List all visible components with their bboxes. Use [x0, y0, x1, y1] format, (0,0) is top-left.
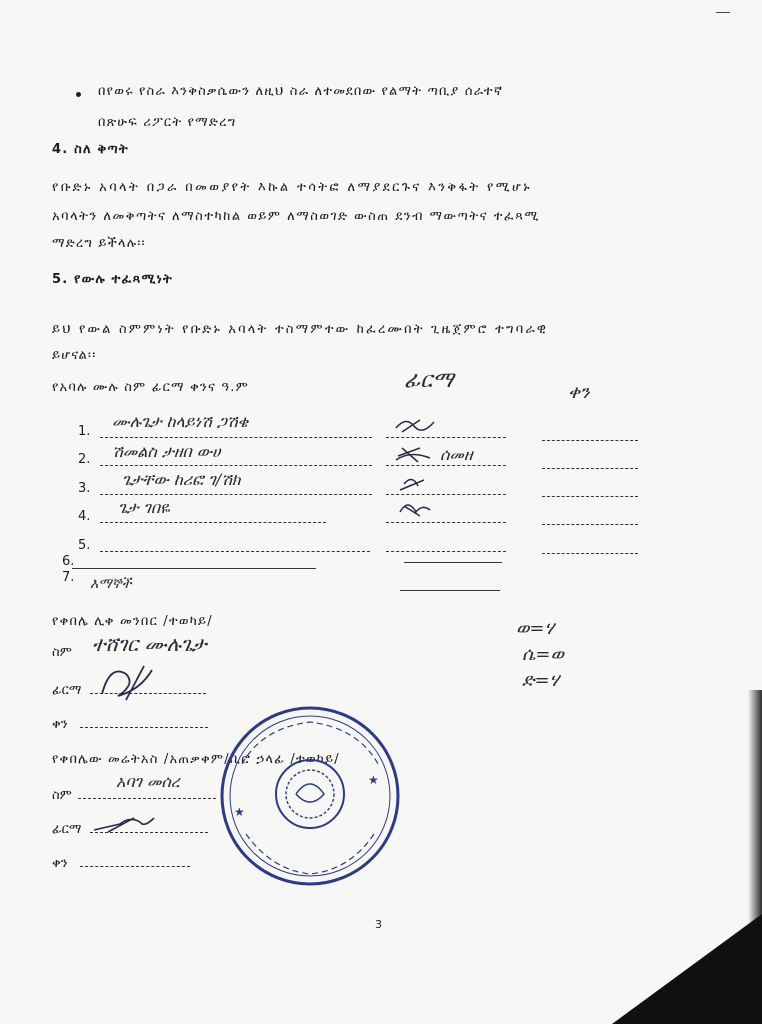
manager-date-line	[80, 866, 190, 867]
row-number: 2.	[78, 452, 91, 467]
scan-mark	[716, 12, 730, 13]
receiver-name-label: ስም	[52, 645, 72, 660]
para4-line-1: የቡድኑ አባላት በጋራ በመወያየት እኩል ተሳትፎ ለማያደርጉና እንቅፋት የሚሆኑ	[52, 180, 532, 195]
tally-line-2: ሴ=ወ	[522, 644, 564, 665]
para4-line-2: አባላትን ለመቅጣትና ለማስተካከል ወይም ለማስወገድ ውስጠ ደንብ ማውጣትና ተፈጻሚ	[52, 209, 540, 224]
name-line	[100, 437, 372, 438]
name-line	[72, 568, 316, 569]
manager-name-handwritten: አባገ መሰረ	[116, 772, 180, 791]
date-line	[542, 496, 638, 497]
bullet-dot	[76, 92, 81, 97]
heading-effectiveness: 5. የውሉ ተፈጻሚነት	[52, 272, 173, 287]
para5-line-1: ይህ የውል ስምምነት የቡድኑ አባላት ተስማምተው ከፈረሙበት ጊዜጀምሮ ተግባራዊ	[52, 322, 549, 337]
row-number: 4.	[78, 509, 91, 524]
receiver-signature	[96, 660, 166, 704]
manager-date-label: ቀን	[52, 856, 68, 871]
scan-corner	[612, 914, 762, 1024]
receiver-sign-label: ፊርማ	[52, 683, 82, 698]
row-number: 5.	[78, 538, 91, 553]
date-line	[542, 553, 638, 554]
receiver-date-line	[80, 727, 208, 728]
manager-name-label: ስም	[52, 788, 72, 803]
member-name-1: ሙሉጌታ ከላይነሽ ጋሽቄ	[112, 412, 249, 431]
sign-line	[400, 590, 500, 591]
member-signatures	[390, 414, 440, 524]
svg-text:★: ★	[368, 773, 379, 787]
manager-sign-label: ፊርማ	[52, 822, 82, 837]
name-line	[100, 522, 326, 523]
sign-line	[386, 551, 506, 552]
name-line	[100, 494, 372, 495]
date-line	[542, 468, 638, 469]
member-name-4: ጌታ ገበዬ	[118, 498, 170, 517]
name-line	[100, 551, 370, 552]
bullet-line-2: በጽሁፍ ሪፖርት የማድረግ	[98, 115, 237, 130]
para5-line-2: ይሆናል፡፡	[52, 348, 97, 363]
col-header-sign: ፊርማ	[404, 368, 454, 393]
member-name-3: ጌታቸው ከሪፎ ገ/ሽክ	[122, 470, 241, 489]
col-header-date: ቀን	[568, 382, 590, 403]
tally-line-1: ወ=ሃ	[516, 618, 555, 639]
members-label: የአባሉ ሙሉ ስም ፊርማ ቀንና ዓ.ም	[52, 380, 249, 395]
row-number: 1.	[78, 424, 91, 439]
heading-penalty: 4. ስለ ቅጣት	[52, 142, 129, 157]
member-date-2: ሰመዘ	[440, 445, 473, 464]
tally-line-3: ድ=ሃ	[522, 670, 560, 691]
name-line	[100, 465, 372, 466]
manager-label: የቀበሌው መሬትአስ /አጠቃቀም/ቢሮ ኃላፊ /ተወካይ/	[52, 752, 340, 767]
svg-text:★: ★	[234, 805, 245, 819]
sign-line	[404, 562, 502, 563]
receiver-name-handwritten: ተሸገር ሙሉጌታ	[92, 632, 207, 656]
member-name-2: ሽመልስ ታዘበ ውሀ	[112, 442, 221, 461]
row-number: 7.	[62, 570, 75, 585]
row-number: 3.	[78, 481, 91, 496]
manager-signature	[90, 808, 160, 836]
date-line	[542, 524, 638, 525]
page-number: 3	[375, 918, 382, 931]
official-stamp	[212, 704, 408, 888]
row-number: 6.	[62, 554, 75, 569]
witnesses-word: እማኞች	[90, 576, 132, 592]
manager-name-line	[78, 798, 216, 799]
bullet-line-1: በየወሩ የስራ እንቅስቃሴውን ለዚህ ስራ ለተመደበው የልማት ጣቢያ ሰራተኛ	[98, 84, 504, 99]
receiver-date-label: ቀን	[52, 717, 68, 732]
receiver-label: የቀበሌ ሊቀ መንበር /ተወካይ/	[52, 614, 213, 629]
date-line	[542, 440, 638, 441]
para4-line-3: ማድረግ ይችላሉ፡፡	[52, 236, 146, 251]
